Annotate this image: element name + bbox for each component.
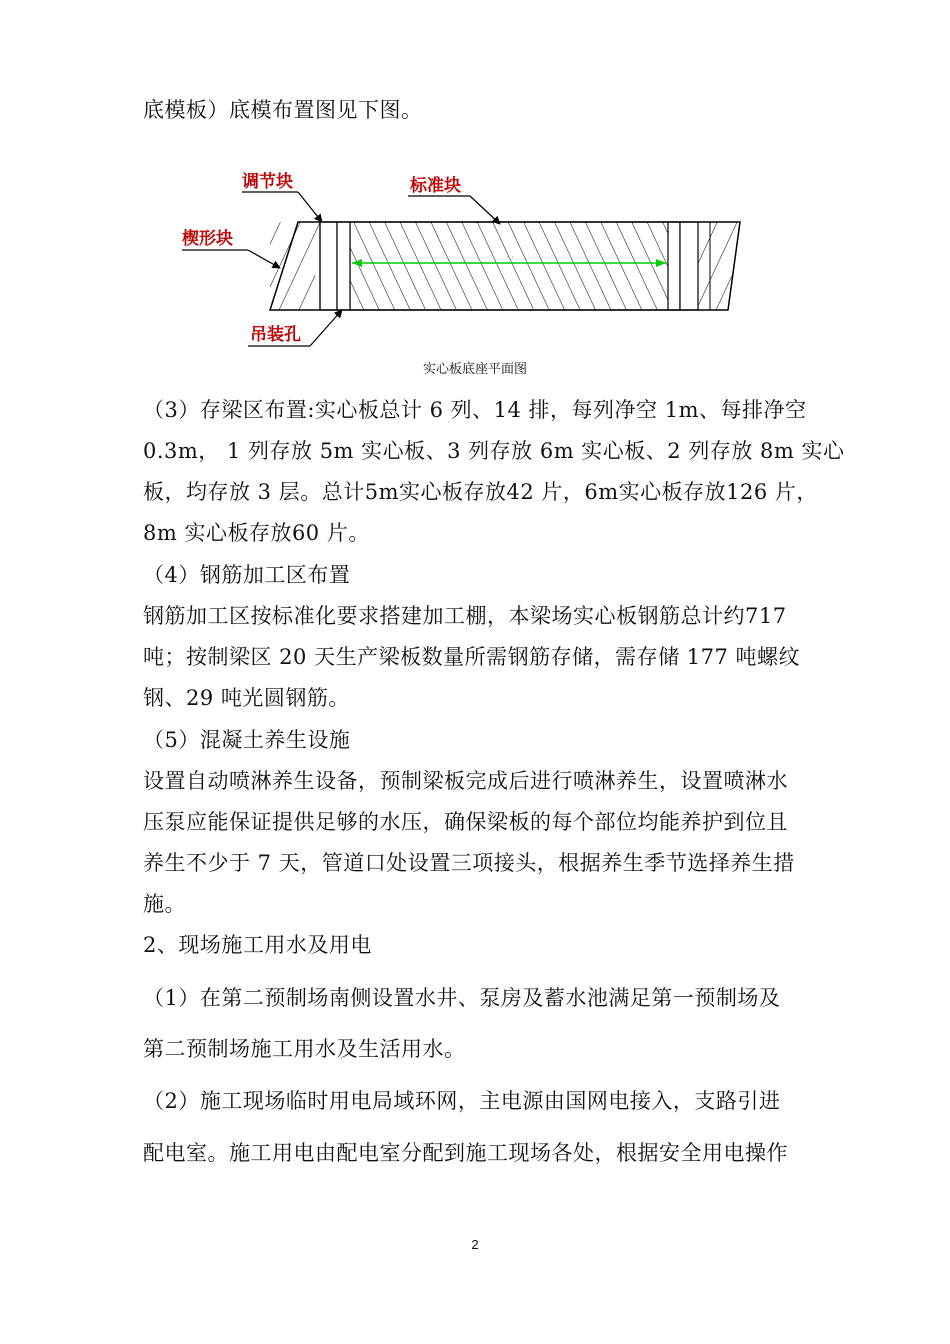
paragraph-line: 8m 实心板存放60 片。 [143, 521, 370, 545]
spacer-left [337, 222, 350, 310]
label-adjust-block: 调节块 [242, 172, 293, 192]
paragraph-line: 养生不少于 7 天，管道口处设置三项接头，根据养生季节选择养生措 [143, 851, 795, 875]
paragraph-line: 钢、29 吨光圆钢筋。 [143, 686, 350, 710]
paragraph-line: 施。 [143, 892, 186, 916]
paragraph-line: 第二预制场施工用水及生活用水。 [143, 1037, 466, 1061]
base-layout-diagram [170, 160, 770, 360]
spacer-right [668, 222, 680, 310]
section-heading: 2、现场施工用水及用电 [143, 933, 372, 957]
page-number: 2 [471, 1237, 479, 1252]
adjust-block-right [680, 222, 698, 310]
label-wedge-block: 楔形块 [182, 229, 233, 249]
diagram-caption: 实心板底座平面图 [422, 362, 527, 377]
paragraph-line: 板，均存放 3 层。总计5m实心板存放42 片，6m实心板存放126 片， [143, 480, 818, 504]
paragraph-line: 配电室。施工用电由配电室分配到施工现场各处，根据安全用电操作 [143, 1141, 788, 1165]
section-heading: （5）混凝土养生设施 [143, 728, 351, 752]
paragraph-line: 0.3m， 1 列存放 5m 实心板、3 列存放 6m 实心板、2 列存放 8m 实心 [143, 439, 845, 463]
label-lifting-hole: 吊装孔 [250, 325, 301, 345]
paragraph-line: （3）存梁区布置:实心板总计 6 列、14 排，每列净空 1m、每排净空 [143, 398, 807, 422]
standard-block [350, 222, 680, 310]
paragraph-line: （1）在第二预制场南侧设置水井、泵房及蓄水池满足第一预制场及 [143, 986, 781, 1010]
paragraph-line: 压泵应能保证提供足够的水压，确保梁板的每个部位均能养护到位且 [143, 810, 788, 834]
svg-text:· ·: · · [506, 253, 514, 262]
section-heading: （4）钢筋加工区布置 [143, 563, 351, 587]
label-standard-block: 标准块 [410, 176, 461, 196]
adjust-block-left [320, 222, 337, 310]
paragraph-line: 吨；按制梁区 20 天生产梁板数量所需钢筋存储，需存储 177 吨螺纹 [143, 645, 801, 669]
paragraph-line: 设置自动喷淋养生设备，预制梁板完成后进行喷淋养生，设置喷淋水 [143, 769, 788, 793]
paragraph-line: 钢筋加工区按标准化要求搭建加工棚，本梁场实心板钢筋总计约717 [143, 604, 787, 628]
intro-line: 底模板）底模布置图见下图。 [143, 98, 423, 122]
paragraph-line: （2）施工现场临时用电局域环网，主电源由国网电接入，支路引进 [143, 1089, 781, 1113]
